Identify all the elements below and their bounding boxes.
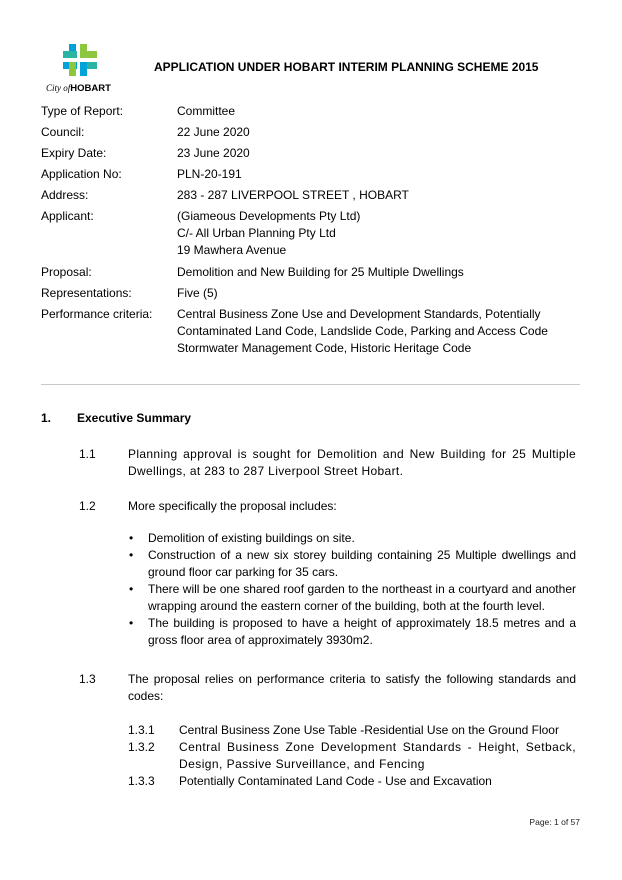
detail-label: Application No:	[41, 167, 122, 181]
detail-value-line: 283 - 287 LIVERPOOL STREET , HOBART	[177, 188, 409, 202]
detail-label: Address:	[41, 188, 89, 202]
detail-value	[177, 187, 597, 204]
paragraph-text: The proposal relies on performance criteria to satisfy the following standards and codes:	[128, 672, 576, 703]
detail-value-line: 23 June 2020	[177, 146, 250, 160]
list-item: • Construction of a new six storey building containing 25 Multiple dwellings and ground floor car parking for 35 cars.	[128, 547, 576, 581]
subparagraph-number: 1.3.1	[128, 723, 155, 737]
paragraph-text: Planning approval is sought for Demolition and New Building for 25 Multiple Dwellings, at 283 to 287 Liverpool Street Hobart.	[128, 447, 576, 478]
paragraph-text: More specifically the proposal includes:	[128, 499, 337, 513]
paragraph-number: 1.3	[79, 672, 96, 686]
detail-value-line: PLN-20-191	[177, 167, 242, 181]
detail-value-line: Stormwater Management Code, Historic Heritage Code	[177, 341, 472, 355]
subparagraph-text: Central Business Zone Development Standards - Height, Setback, Design, Passive Surveillance, and Fencing	[179, 740, 576, 771]
subparagraph-number: 1.3.3	[128, 774, 155, 788]
detail-value-line: Committee	[177, 104, 236, 118]
logo-city-text: City of	[46, 83, 71, 93]
logo-wordmark	[46, 83, 111, 94]
detail-value	[177, 208, 597, 259]
detail-value-line: Five (5)	[177, 286, 218, 300]
detail-label: Council:	[41, 125, 85, 139]
hobart-logo-icon	[63, 44, 99, 80]
detail-label: Type of Report:	[41, 104, 124, 118]
detail-label: Expiry Date:	[41, 146, 107, 160]
detail-value-line: 22 June 2020	[177, 125, 250, 139]
detail-value	[177, 145, 597, 162]
divider	[41, 384, 580, 385]
detail-value-line: 19 Mawhera Avenue	[177, 243, 287, 257]
detail-value	[177, 124, 597, 141]
paragraph-number: 1.2	[79, 499, 96, 513]
list-item: • Demolition of existing buildings on site.	[128, 530, 576, 547]
detail-label: Performance criteria:	[41, 307, 153, 321]
paragraph-number: 1.1	[79, 447, 96, 461]
subparagraph-number: 1.3.2	[128, 740, 155, 754]
detail-value-line: (Giameous Developments Pty Ltd)	[177, 209, 361, 223]
detail-value-line: Demolition and New Building for 25 Multiple Dwellings	[177, 265, 464, 279]
page-number: Page: 1 of 57	[529, 817, 580, 827]
section-title: Executive Summary	[77, 411, 192, 425]
detail-value	[177, 264, 597, 281]
section-number: 1.	[41, 411, 52, 425]
detail-value-line: Central Business Zone Use and Development Standards, Potentially	[177, 307, 541, 321]
subparagraph-text: Potentially Contaminated Land Code - Use and Excavation	[179, 774, 492, 788]
list-item: • The building is proposed to have a height of approximately 18.5 metres and a gross floor area of approximately 3930m2.	[128, 615, 576, 649]
detail-value	[177, 103, 597, 120]
detail-value	[177, 306, 597, 357]
list-item: • There will be one shared roof garden to the northeast in a courtyard and another wrapping around the eastern corner of the building, both at the fourth level.	[128, 581, 576, 615]
proposal-bullet-list	[128, 530, 576, 649]
detail-value	[177, 166, 597, 183]
detail-label: Applicant:	[41, 209, 94, 223]
detail-value	[177, 285, 597, 302]
detail-value-line: C/- All Urban Planning Pty Ltd	[177, 226, 336, 240]
city-of-hobart-logo	[42, 44, 118, 96]
logo-hobart-text: HOBART	[70, 83, 111, 94]
detail-label: Representations:	[41, 286, 132, 300]
detail-label: Proposal:	[41, 265, 92, 279]
document-title: APPLICATION UNDER HOBART INTERIM PLANNING SCHEME 2015	[154, 60, 539, 74]
detail-value-line: Contaminated Land Code, Landslide Code, Parking and Access Code	[177, 324, 548, 338]
subparagraph-text: Central Business Zone Use Table -Residential Use on the Ground Floor	[179, 723, 559, 737]
